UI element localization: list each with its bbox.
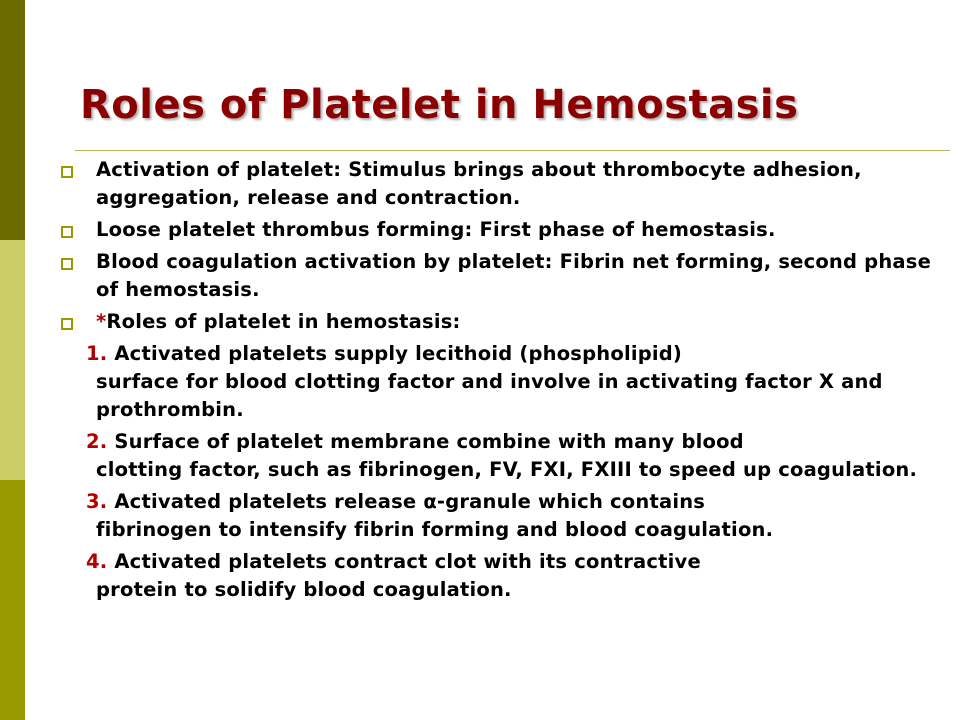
item-number: 3. (86, 490, 108, 513)
title-divider (75, 150, 950, 151)
numbered-item-text: surface for blood clotting factor and involve in activating factor X and prothrombin. (96, 370, 883, 421)
bullet-item (60, 216, 955, 244)
numbered-item-text: clotting factor, such as fibrinogen, FV, FXI, FXIII to speed up coagulation. (96, 458, 918, 481)
numbered-item (60, 340, 955, 424)
numbered-item (60, 488, 955, 544)
numbered-item-text: protein to solidify blood coagulation. (96, 578, 512, 601)
numbered-item-text: Activated platelets supply lecithoid (phospholipid) (114, 342, 683, 365)
numbered-item (60, 428, 955, 484)
numbered-item (60, 548, 955, 604)
bullet-text: Roles of platelet in hemostasis: (106, 310, 461, 333)
numbered-item-first-line (86, 340, 955, 368)
bullet-text: Blood coagulation activation by platelet: Fibrin net forming, second phase of hemostasis. (96, 250, 931, 301)
item-number: 4. (86, 550, 108, 573)
bullet-item (60, 308, 955, 336)
sidebar-stripe-bottom (0, 480, 25, 720)
numbered-item-text: Surface of platelet membrane combine with many blood (114, 430, 744, 453)
numbered-item-first-line (86, 548, 955, 576)
square-bullet-icon (61, 318, 73, 330)
square-bullet-icon (61, 166, 73, 178)
bullet-text: Loose platelet thrombus forming: First phase of hemostasis. (96, 218, 776, 241)
slide-content (60, 156, 955, 608)
bullet-item (60, 156, 955, 212)
sidebar-stripe-top (0, 0, 25, 240)
square-bullet-icon (61, 226, 73, 238)
bullet-text: Activation of platelet: Stimulus brings about thrombocyte adhesion, aggregation, release and contraction. (96, 158, 862, 209)
numbered-item-first-line (86, 488, 955, 516)
numbered-item-first-line (86, 428, 955, 456)
item-number: 1. (86, 342, 108, 365)
slide-title: Roles of Platelet in Hemostasis (80, 82, 799, 128)
numbered-item-text: fibrinogen to intensify fibrin forming and blood coagulation. (96, 518, 774, 541)
bullet-item (60, 248, 955, 304)
sidebar-stripe-middle (0, 240, 25, 480)
numbered-item-text: Activated platelets contract clot with its contractive (114, 550, 701, 573)
asterisk-mark: * (96, 310, 107, 333)
item-number: 2. (86, 430, 108, 453)
square-bullet-icon (61, 258, 73, 270)
numbered-item-text: Activated platelets release α-granule which contains (114, 490, 706, 513)
